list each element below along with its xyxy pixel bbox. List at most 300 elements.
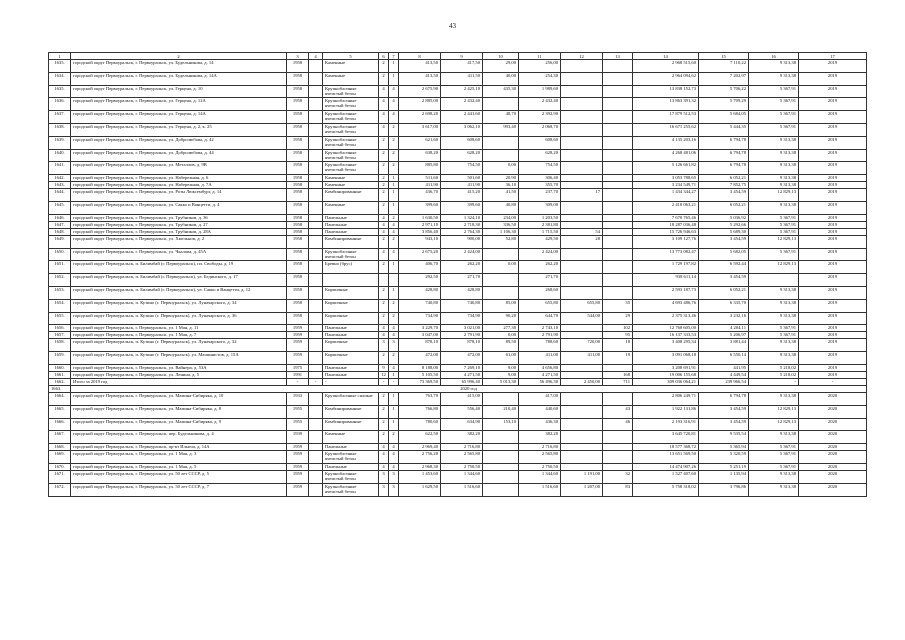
col-wall-material: Кирпичные (323, 299, 379, 312)
col-residents (603, 463, 633, 470)
header-col-address: 2 (71, 53, 287, 60)
col-max-cost-per-sqm: - (749, 378, 799, 385)
col-plan-year: 2019 (799, 111, 867, 124)
col-cost: 3 091 068,18 (633, 352, 699, 365)
col-cost-per-sqm: 5 292,66 (699, 221, 749, 228)
col-floors: 3 (379, 483, 389, 496)
col-nonresidential-area: 36,10 (483, 182, 519, 189)
col-residential-area: 4 656,80 (519, 364, 561, 371)
col-residential-area: 436,30 (519, 418, 561, 431)
col-wall-material: Крупноблочные ячеистый бетон (323, 98, 379, 111)
col-address: городской округ Первоуральск, п. Кузино (г. Первоуральск), ул. Луначарского, д. 36 (71, 312, 287, 325)
col-residents (603, 286, 633, 299)
col-plan-year: 2019 (799, 189, 867, 202)
col-year-built: 1959 (287, 444, 309, 451)
col-cost-per-sqm: 5 689,30 (699, 228, 749, 235)
col-plan-year: 2019 (799, 371, 867, 378)
col-year-built: 1975 (287, 364, 309, 371)
col-residents: 168 (603, 371, 633, 378)
col-cost: 5 126 661,82 (633, 162, 699, 175)
col-premises-area: 740,80 (441, 299, 483, 312)
table-row (49, 72, 867, 85)
col-year-built: 1958 (287, 235, 309, 248)
col-year-renovated (309, 463, 323, 470)
table-row (49, 182, 867, 189)
col-entrances: 2 (389, 214, 399, 221)
col-year-built: 1958 (287, 261, 309, 274)
col-max-cost-per-sqm: 5 367,91 (749, 332, 799, 339)
col-plan-year: 2020 (799, 418, 867, 431)
table-row (49, 364, 867, 371)
col-nonresidential-area: 210,40 (483, 405, 519, 418)
col-year-built: 1958 (287, 72, 309, 85)
col-municipal-area (561, 444, 603, 451)
col-cost: 2 375 313,46 (633, 312, 699, 325)
col-nonresidential-area: 85,00 (483, 299, 519, 312)
col-plan-year: 2019 (799, 214, 867, 221)
col-cost-per-sqm: 7 110,22 (699, 60, 749, 73)
col-residents (603, 136, 633, 149)
col-floors: 2 (379, 235, 389, 248)
col-floors: 4 (379, 444, 389, 451)
col-nonresidential-area (483, 149, 519, 162)
col-year-renovated (309, 470, 323, 483)
table-row (49, 339, 867, 352)
col-total-area: 3 617,00 (399, 123, 441, 136)
col-address: городской округ Первоуральск, г. Первоуральск, ул. Трубников, д. 27 (71, 221, 287, 228)
col-premises-area: 411,50 (441, 72, 483, 85)
col-premises-area: 608,60 (441, 136, 483, 149)
col-plan-year: 2019 (799, 149, 867, 162)
col-wall-material: Панельные (323, 332, 379, 339)
table-row (49, 136, 867, 149)
col-wall-material: Крупноблочные ячеистый бетон (323, 149, 379, 162)
col-municipal-area (561, 371, 603, 378)
col-premises-area: 2 716,80 (441, 444, 483, 451)
table-row (49, 235, 867, 248)
col-plan-year: 2020 (799, 392, 867, 405)
col-max-cost-per-sqm: 9 313,38 (749, 470, 799, 483)
col-premises-area: 2 750,50 (441, 463, 483, 470)
col-residential-area: 1 989,60 (519, 85, 561, 98)
col-no: 1640. (49, 149, 71, 162)
col-residential-area: 429,50 (519, 235, 561, 248)
col-no: 1672. (49, 483, 71, 496)
col-address: городской округ Первоуральск, г. Первоуральск, ул. Трубников, д. 36 (71, 214, 287, 221)
col-address: городской округ Первоуральск, г. Первоуральск, ул. Чкалова, д. 45А (71, 248, 287, 261)
col-wall-material: Крупноблочные ячеистый бетон (323, 470, 379, 483)
col-municipal-area: 2 450,00 (561, 378, 603, 385)
col-wall-material: Панельные (323, 364, 379, 371)
col-municipal-area (561, 274, 603, 287)
col-residential-area: 271,70 (519, 274, 561, 287)
col-year-renovated (309, 339, 323, 352)
col-entrances: 4 (389, 463, 399, 470)
col-address: городской округ Первоуральск, г. Первоуральск, ул. Герцена, д. 10 (71, 85, 287, 98)
col-plan-year: 2019 (799, 221, 867, 228)
col-residential-area: 2 750,50 (519, 463, 561, 470)
col-no: 1654. (49, 299, 71, 312)
col-max-cost-per-sqm: 12 829,13 (749, 189, 799, 202)
col-year-built: 1958 (287, 111, 309, 124)
col-residents (603, 364, 633, 371)
col-cost-per-sqm: 5 036,92 (699, 214, 749, 221)
col-total-area: 428,80 (399, 286, 441, 299)
col-residents: 19 (603, 352, 633, 365)
col-residential-area: 2 424,00 (519, 248, 561, 261)
col-residents (603, 392, 633, 405)
col-plan-year: 2019 (799, 175, 867, 182)
col-cost-per-sqm: 5 251,19 (699, 463, 749, 470)
col-total-area: 5 105,50 (399, 371, 441, 378)
col-premises-area: 415,20 (441, 189, 483, 202)
table-row (49, 352, 867, 365)
table-row (49, 312, 867, 325)
col-cost: 18 287 036,48 (633, 221, 699, 228)
col-premises-area: 428,80 (441, 286, 483, 299)
col-cost-per-sqm: 3 454,59 (699, 274, 749, 287)
col-year-renovated (309, 235, 323, 248)
col-entrances: 1 (389, 182, 399, 189)
col-entrances: 4 (389, 85, 399, 98)
header-col-no: 1 (49, 53, 71, 60)
col-cost: 2 968 515,60 (633, 60, 699, 73)
col-floors: 3 (379, 470, 389, 483)
table-row (49, 378, 867, 385)
col-residential-area: 309,00 (519, 201, 561, 214)
col-no: 1659. (49, 352, 71, 365)
col-cost-per-sqm: 3 454,59 (699, 189, 749, 202)
col-cost-per-sqm: 3 454,59 (699, 235, 749, 248)
col-nonresidential-area (483, 483, 519, 496)
col-residents (603, 85, 633, 98)
col-plan-year: 2019 (799, 123, 867, 136)
col-year-renovated (309, 444, 323, 451)
col-nonresidential-area: 89,50 (483, 339, 519, 352)
col-year-renovated (309, 364, 323, 371)
col-municipal-area (561, 364, 603, 371)
col-address: городской округ Первоуральск, г. Первоуральск, ул. Ленина, д. 5 (71, 371, 287, 378)
col-year-built: 1958 (287, 85, 309, 98)
col-year-built: 1958 (287, 162, 309, 175)
col-premises-area: 2 565,80 (441, 451, 483, 464)
col-residents (603, 214, 633, 221)
col-residential-area: 644,70 (519, 312, 561, 325)
col-entrances: 2 (389, 149, 399, 162)
col-premises-area: 415,00 (441, 392, 483, 405)
col-total-area: 2 698,20 (399, 111, 441, 124)
col-year-renovated (309, 221, 323, 228)
col-premises-area: 417,50 (441, 60, 483, 73)
col-residents (603, 98, 633, 111)
col-residential-area: 411,00 (519, 352, 561, 365)
col-residents (603, 189, 633, 202)
col-wall-material: Каменные (323, 182, 379, 189)
col-residential-area: 2 432,40 (519, 98, 561, 111)
col-cost-per-sqm: 6 794,78 (699, 392, 749, 405)
col-residents (603, 228, 633, 235)
col-year-renovated (309, 392, 323, 405)
col-residential-area: 2 068,70 (519, 123, 561, 136)
col-residents (603, 451, 633, 464)
col-no: 1648. (49, 228, 71, 235)
col-total-area: 399,60 (399, 201, 441, 214)
header-col-premises-area: 9 (441, 53, 483, 60)
col-plan-year: - (799, 378, 867, 385)
col-wall-material (323, 274, 379, 287)
col-wall-material: Комбинированные (323, 418, 379, 431)
col-premises-area: 628,20 (441, 149, 483, 162)
col-year-renovated (309, 312, 323, 325)
col-address: городской округ Первоуральск, г. Первоуральск, ул. 50 лет СССР, д. 5 (71, 470, 287, 483)
col-nonresidential-area (483, 431, 519, 444)
col-total-area: 3 047,00 (399, 332, 441, 339)
col-total-area: 406,70 (399, 261, 441, 274)
col-floors: 4 (379, 221, 389, 228)
col-wall-material: Крупноблочные ячеистый бетон (323, 123, 379, 136)
col-address: городской округ Первоуральск, п. Билимбай (г. Первоуральск), пл. Свободы, д. 19 (71, 261, 287, 274)
col-nonresidential-area: 0,00 (483, 162, 519, 175)
col-year-renovated (309, 274, 323, 287)
col-nonresidential-area: 435,30 (483, 85, 519, 98)
col-municipal-area: 28 (561, 235, 603, 248)
col-cost: 3 208 691,91 (633, 364, 699, 371)
col-residential-area: 268,60 (519, 286, 561, 299)
col-year-renovated (309, 182, 323, 189)
col-wall-material: Кирпичные (323, 352, 379, 365)
col-cost: 3 408 295,34 (633, 339, 699, 352)
col-total-area: 2 675,20 (399, 248, 441, 261)
col-cost-per-sqm: 3 454,59 (699, 418, 749, 431)
col-total-area: 472,00 (399, 352, 441, 365)
housing-register-table (48, 52, 867, 497)
col-no: 1665. (49, 405, 71, 418)
header-col-entrances: 7 (389, 53, 399, 60)
col-floors: 2 (379, 72, 389, 85)
col-municipal-area (561, 149, 603, 162)
col-municipal-area (561, 182, 603, 189)
col-premises-area: 472,00 (441, 352, 483, 365)
col-plan-year: 2019 (799, 312, 867, 325)
col-total-area: 411,90 (399, 182, 441, 189)
section-label: 2020 год (71, 385, 867, 392)
col-floors: 2 (379, 175, 389, 182)
col-municipal-area (561, 221, 603, 228)
col-entrances: 4 (389, 364, 399, 371)
col-cost-per-sqm: 9 535,54 (699, 431, 749, 444)
col-address: городской округ Первоуральск, г. Первоуральск, ул. Добролюбова, д. 42 (71, 136, 287, 149)
col-nonresidential-area (483, 392, 519, 405)
col-entrances: 4 (389, 451, 399, 464)
col-year-renovated (309, 286, 323, 299)
page-number: 43 (449, 22, 456, 30)
col-address: городской округ Первоуральск, п. Кузино (г. Первоуральск), ул. Луначарского, д. 34 (71, 299, 287, 312)
col-nonresidential-area (483, 286, 519, 299)
col-residents: 43 (603, 405, 633, 418)
col-cost-per-sqm: 3 232,16 (699, 312, 749, 325)
col-nonresidential-area (483, 444, 519, 451)
col-cost-per-sqm: 6 052,21 (699, 201, 749, 214)
col-nonresidential-area: 234,00 (483, 214, 519, 221)
col-municipal-area (561, 98, 603, 111)
col-entrances: 1 (389, 261, 399, 274)
col-no: 1660. (49, 364, 71, 371)
col-entrances: 4 (389, 332, 399, 339)
col-year-built: 1959 (287, 451, 309, 464)
col-nonresidential-area (483, 248, 519, 261)
col-address: городской округ Первоуральск, г. Первоуральск, пер. Будельникова, д. 4 (71, 431, 287, 444)
col-entrances: 2 (389, 352, 399, 365)
col-plan-year: 2019 (799, 201, 867, 214)
col-entrances: 4 (389, 98, 399, 111)
col-address: городской округ Первоуральск, г. Первоуральск, ул. Мамина-Сибиряка, д. 8 (71, 405, 287, 418)
col-wall-material: Панельные (323, 371, 379, 378)
col-entrances: 1 (389, 201, 399, 214)
col-floors: 2 (379, 431, 389, 444)
col-residential-area: 2 565,80 (519, 451, 561, 464)
col-year-renovated (309, 214, 323, 221)
header-col-year-renovated: 4 (309, 53, 323, 60)
col-address: Итого за 2019 год (71, 378, 287, 385)
col-cost-per-sqm: 5 706,22 (699, 85, 749, 98)
col-plan-year: 2019 (799, 72, 867, 85)
header-col-cost-per-sqm: 15 (699, 53, 749, 60)
col-wall-material: Каменные (323, 60, 379, 73)
col-max-cost-per-sqm: 5 367,91 (749, 451, 799, 464)
col-plan-year: 2019 (799, 248, 867, 261)
col-floors: 4 (379, 248, 389, 261)
col-plan-year: 2019 (799, 85, 867, 98)
table-row (49, 483, 867, 496)
header-col-wall-material: 5 (323, 53, 379, 60)
col-year-renovated (309, 162, 323, 175)
col-no: 1641. (49, 162, 71, 175)
col-floors: 3 (379, 339, 389, 352)
col-cost-per-sqm: 5 320,59 (699, 451, 749, 464)
col-premises-area: 7 269,10 (441, 364, 483, 371)
col-nonresidential-area (483, 470, 519, 483)
col-wall-material: Комбинированные (323, 405, 379, 418)
col-cost: 2 806 249,71 (633, 392, 699, 405)
col-entrances: 1 (389, 392, 399, 405)
header-col-residents: 13 (603, 53, 633, 60)
col-residential-area: 237,70 (519, 189, 561, 202)
col-total-area: 413,50 (399, 72, 441, 85)
col-total-area: 2 969,40 (399, 444, 441, 451)
col-premises-area: 754,50 (441, 162, 483, 175)
col-residential-area: 1 516,60 (519, 483, 561, 496)
col-max-cost-per-sqm: 9 313,38 (749, 162, 799, 175)
col-entrances: 1 (389, 175, 399, 182)
table-body (49, 53, 867, 497)
col-address: городской округ Первоуральск, п. Билимбай (г. Первоуральск), ул. Сакко и Ванцетти, д. 12 (71, 286, 287, 299)
col-entrances: 4 (389, 248, 399, 261)
col-no: 1635. (49, 60, 71, 73)
col-nonresidential-area: 40,00 (483, 72, 519, 85)
col-wall-material: - (323, 378, 379, 385)
col-plan-year: 2019 (799, 339, 867, 352)
table-row (49, 248, 867, 261)
col-year-renovated: - (309, 378, 323, 385)
col-cost: 12 760 605,00 (633, 325, 699, 332)
header-col-floors: 6 (379, 53, 389, 60)
col-year-built: 1959 (287, 352, 309, 365)
col-cost-per-sqm: 5 206,97 (699, 332, 749, 339)
col-cost: 15 726 946,63 (633, 228, 699, 235)
col-plan-year: 2019 (799, 235, 867, 248)
col-premises-area: 1 516,60 (441, 483, 483, 496)
col-cost: 2 593 187,73 (633, 286, 699, 299)
col-year-built: 1959 (287, 463, 309, 470)
col-nonresidential-area (483, 274, 519, 287)
col-total-area: 1 629,50 (399, 483, 441, 496)
col-address: городской округ Первоуральск, г. Первоуральск, ул. Добролюбова, д. 44 (71, 149, 287, 162)
col-cost-per-sqm: 5 444,35 (699, 123, 749, 136)
col-plan-year: 2019 (799, 332, 867, 339)
col-max-cost-per-sqm: 9 313,38 (749, 182, 799, 189)
col-entrances: 4 (389, 325, 399, 332)
col-year-built: 1958 (287, 274, 309, 287)
col-max-cost-per-sqm: 9 313,38 (749, 339, 799, 352)
col-total-area: 436,70 (399, 189, 441, 202)
col-no: 1643. (49, 182, 71, 189)
col-total-area: 885,80 (399, 162, 441, 175)
table-row (49, 261, 867, 274)
col-year-built: 1958 (287, 201, 309, 214)
col-floors: 2 (379, 162, 389, 175)
col-cost: 2 964 094,62 (633, 72, 699, 85)
col-residential-area: 788,60 (519, 339, 561, 352)
col-residents: 711 (603, 378, 633, 385)
col-cost: 13 773 082,47 (633, 248, 699, 261)
col-wall-material: Панельные (323, 444, 379, 451)
col-no: 1670. (49, 463, 71, 470)
col-max-cost-per-sqm: 9 313,38 (749, 312, 799, 325)
col-total-area: 413,50 (399, 60, 441, 73)
col-year-built: 1958 (287, 182, 309, 189)
header-col-max-cost-per-sqm: 16 (749, 53, 799, 60)
col-year-built: 1958 (287, 221, 309, 228)
col-floors: 2 (379, 392, 389, 405)
col-premises-area: 556,40 (441, 405, 483, 418)
col-year-built: 1959 (287, 483, 309, 496)
col-entrances: 2 (389, 299, 399, 312)
col-no: 1635. (49, 85, 71, 98)
col-premises-area: 2 764,30 (441, 228, 483, 235)
col-no: 1671. (49, 470, 71, 483)
col-cost: 1 922 131,86 (633, 405, 699, 418)
col-plan-year: 2020 (799, 483, 867, 496)
col-address: городской округ Первоуральск, г. Первоуральск, ул. Герцена, д. 12А (71, 98, 287, 111)
table-row (49, 221, 867, 228)
col-residents: 83 (603, 483, 633, 496)
col-year-renovated (309, 98, 323, 111)
col-residential-area: 2 743,10 (519, 325, 561, 332)
col-year-built: 1991 (287, 371, 309, 378)
col-cost: 1 434 344,27 (633, 189, 699, 202)
col-wall-material: Крупноблочные ячеистый бетон (323, 85, 379, 98)
col-total-area: 3 856,40 (399, 228, 441, 235)
col-no: 1651. (49, 261, 71, 274)
col-nonresidential-area: 90,20 (483, 312, 519, 325)
table-row (49, 189, 867, 202)
col-plan-year: 2019 (799, 162, 867, 175)
col-residential-area: 306,40 (519, 175, 561, 182)
col-wall-material: Кирпичные (323, 339, 379, 352)
col-municipal-area: 411,00 (561, 352, 603, 365)
col-cost: 19 006 155,68 (633, 371, 699, 378)
col-max-cost-per-sqm: 9 313,38 (749, 136, 799, 149)
